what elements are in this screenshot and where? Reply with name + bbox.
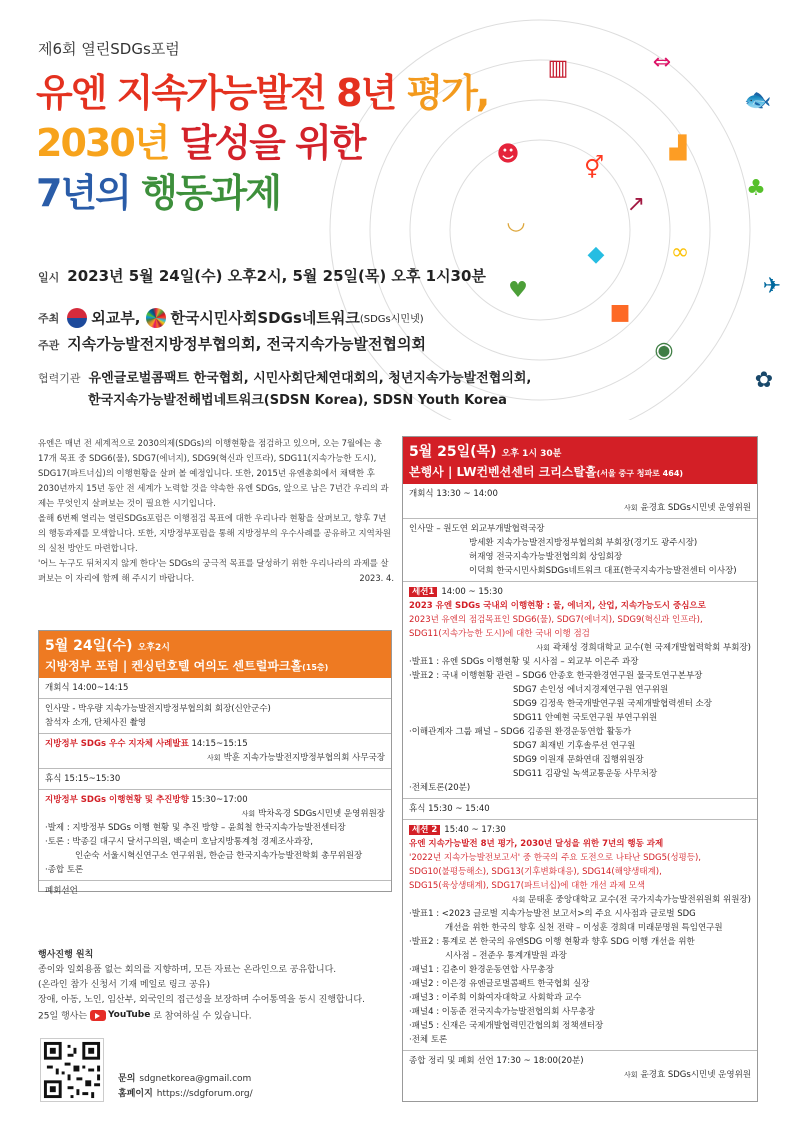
day1-s2-host-label: 사회 [241, 810, 256, 818]
day1-s2-general: ·종합 토론 [45, 865, 84, 875]
day2-s2-n1: ·패널1 : 김춘이 환경운동연합 사무총장 [409, 965, 554, 975]
title-line2a: 2 [36, 121, 61, 165]
host-org2-small: (SDGs시민넷) [359, 314, 424, 325]
day1-closing: 폐회선언 [39, 880, 391, 901]
day2-s2-sub1: '2022년 지속가능발전보고서' 중 한국의 주요 도전으로 나타난 SDG5(성평등), [409, 853, 701, 863]
notice-l4 [38, 1008, 394, 1025]
day1-greeting [39, 698, 391, 733]
notice-heading: 행사진행 원칙 [38, 950, 94, 960]
equality-arrows-icon: ⇔ [652, 49, 672, 75]
notice [38, 948, 394, 1025]
day2-host: 윤경효 SDGs시민넷 운영위원 [640, 503, 751, 513]
intro-date: 2023. 4. [359, 573, 394, 583]
day2-s1-panel-d: SDG11 김광일 녹색교통운동 사무처장 [513, 769, 658, 779]
day1-header [39, 631, 391, 678]
youtube-logo[interactable] [90, 1008, 150, 1023]
cubes-icon: ■ [609, 299, 631, 325]
day2-s1-panel-b: SDG7 최재빈 기후솔루션 연구원 [513, 741, 636, 751]
day2-s1-p1: ·발표1 : 유엔 SDGs 이행현황 및 시사점 – 외교부 이은주 과장 [409, 657, 639, 667]
day1-s2-disc2: 인순숙 서울시혁신연구소 연구위원, 한순금 한국지속가능발전학회 총무위원장 [75, 851, 363, 861]
partners [38, 368, 531, 412]
day2-s1-panel-c: SDG9 이원재 문화연대 집행위원장 [513, 755, 644, 765]
day2-s2-n3: ·패널3 : 이주희 이화여자대학교 사회학과 교수 [409, 993, 582, 1003]
day2-s1-p2b: SDG7 손인성 에너지경제연구원 연구위원 [513, 685, 669, 695]
organizer-label: 주관 [38, 339, 60, 352]
organizer [38, 333, 426, 354]
book-icon: ▥ [547, 55, 569, 81]
intro-p3: '어느 누구도 뒤처지지 않게 한다'는 SDGs의 궁극적 목표를 달성하기 위한 우리나라의 과제를 살펴보는 이 자리에 함께 해 주시기 바랍니다. [38, 558, 389, 583]
day2-s2-general: ·전체 토론 [409, 1035, 448, 1045]
title-line3a: 7년의 [36, 171, 142, 215]
host-org2: 한국시민사회SDGs네트워크 [170, 309, 360, 327]
day2-time: 오후 1시 30분 [501, 449, 562, 459]
day1-s1-time: 14:15~15:15 [191, 739, 248, 749]
day1-s2-time: 15:30~17:00 [191, 795, 248, 805]
eye-icon: ◉ [654, 337, 674, 363]
intro-text [38, 436, 394, 586]
title-line1a: 유엔 지속가능발전 8년 [36, 71, 407, 115]
bowl-icon: ◡ [506, 209, 526, 235]
host-label: 주최 [38, 311, 60, 325]
day1-greeting-text: 인사말 - 박우량 지속가능발전지방정부협의회 회장(신안군수) [45, 704, 271, 714]
day2-greet4: 이덕희 한국시민사회SDGs네트워크 대표(한국지속가능발전센터 이사장) [469, 566, 737, 576]
contact-url[interactable]: https://sdgforum.org/ [156, 1089, 253, 1099]
sdg-wheel-icon [146, 308, 166, 328]
day1-time: 오후2시 [137, 643, 170, 653]
day1-s1-host-label: 사회 [207, 754, 221, 762]
day2-s1-p2d: SDG11 안예현 국토연구원 부연구위원 [513, 713, 658, 723]
day1-s1-title: 지방정부 SDGs 우수 지자체 사례발표 [45, 739, 189, 749]
day2-venue-name: 본행사 | LW컨벤션센터 크리스탈홀 [409, 465, 597, 479]
day2-s1-sub2: SDG11(지속가능한 도시)에 대한 국내 이행 점검 [409, 629, 590, 639]
day2-venue-address: (서울 중구 청파로 464) [596, 469, 684, 478]
day2-session2 [403, 819, 757, 1050]
partnership-icon: ✿ [754, 367, 774, 393]
title-line1b: 평가, [406, 71, 489, 115]
organizer-value: 지속가능발전지방정부협의회, 전국지속가능발전협의회 [67, 335, 426, 353]
youtube-play-icon [90, 1010, 106, 1021]
korea-emblem-icon [67, 308, 87, 328]
notice-l4a: 25일 행사는 [38, 1011, 88, 1022]
notice-l1: 종이와 일회용품 없는 회의를 지향하며, 모든 자료는 온라인으로 공유합니다. [38, 965, 337, 975]
day1-venue-name: 지방정부 포럼 | 켄싱턴호텔 여의도 센트럴파크홀 [45, 659, 303, 673]
day1-s2-title: 지방정부 SDGs 이행현황 및 추진방향 [45, 795, 189, 805]
day2-s1-p2c: SDG9 김정욱 한국개발연구원 국제개발협력센터 소장 [513, 699, 712, 709]
day2-opening-time: 개회식 13:30 ~ 14:00 [409, 489, 498, 499]
day2-s1-host-label: 사회 [536, 644, 550, 652]
day1-session1 [39, 733, 391, 768]
day1-s1-host: 박훈 지속가능발전지방정부협의회 사무국장 [223, 753, 385, 763]
youtube-text: YouTube [107, 1010, 151, 1020]
day1-s2-disc1: ·토론 : 박종길 대구시 달서구의원, 백순미 호남지방통계청 경제조사과장, [45, 837, 314, 847]
day2-s1-sub1: 2023년 유엔의 점검목표인 SDG6(물), SDG7(에너지), SDG9(혁신과 인프라), [409, 615, 703, 625]
day1-opening: 개회식 14:00~14:15 [45, 683, 129, 693]
day2-break: 휴식 15:30 ~ 15:40 [403, 798, 757, 819]
day1-date: 5월 24일(수) [45, 638, 133, 654]
contact-email[interactable]: sdgnetkorea@gmail.com [139, 1074, 252, 1084]
day2-host-label: 사회 [623, 504, 638, 512]
intro-p2: 올해 6번째 열리는 열린SDGs포럼은 이행점검 목표에 대한 우리나라 현황을 살펴보고, 향후 7년의 행동과제를 모색합니다. 또한, 지방정부포럼을 통해 지방정부의 우수사례를 공유하고 지역차원의 실천 방안도 마련합니다. [38, 513, 391, 553]
host-org1: 외교부, [91, 309, 141, 327]
gender-icon: ⚥ [584, 155, 604, 181]
day2-s1-panel: ·이해관계자 그룹 패널 – SDG6 김종원 환경운동연합 활동가 [409, 727, 632, 737]
day2-program [402, 436, 758, 1102]
day2-greet1: 인사말 – 원도연 외교부개발협력국장 [409, 524, 545, 534]
day2-s2-badge: 세션 2 [409, 825, 440, 835]
forum-edition: 제6회 열린SDGs포럼 [38, 40, 180, 58]
qr-code-icon[interactable] [40, 1038, 104, 1102]
event-date [38, 265, 486, 286]
day2-header [403, 437, 757, 484]
fish-icon: 🐟 [744, 87, 772, 113]
infinity-icon: ∞ [670, 239, 690, 265]
day2-closing-host: 윤경효 SDGs시민넷 운영위원 [640, 1070, 751, 1080]
date-value: 2023년 5월 24일(수) 오후2시, 5월 25일(목) 오후 1시30분 [67, 267, 486, 285]
day2-s2-n5: ·패널5 : 신재은 국제개발협력민간협의회 정책센터장 [409, 1021, 604, 1031]
day2-s1-general: ·전체토론(20분) [409, 783, 471, 793]
page-title [36, 68, 536, 218]
day2-session1 [403, 581, 757, 798]
tree-icon: ♣ [746, 175, 766, 201]
water-drop-icon: ◆ [587, 241, 605, 267]
day2-s2-n2: ·패널2 : 이은경 유엔글로벌콤팩트 한국협회 실장 [409, 979, 590, 989]
day1-program [38, 630, 392, 896]
title-line2b: 030년 [60, 121, 180, 165]
city-icon: ▟ [669, 135, 687, 161]
partners-line2: 한국지속가능발전해법네트워크(SDSN Korea), SDSN Youth Korea [88, 393, 507, 408]
day2-closing [403, 1050, 757, 1085]
day2-s2-p2a: ·발표2 : 통계로 본 한국의 유엔SDG 이행 현황과 향후 SDG 이행 개선을 위한 [409, 937, 695, 947]
host [38, 307, 424, 328]
day1-venue [45, 657, 385, 674]
heartbeat-icon: ♥ [508, 277, 528, 303]
contact-inquiry-label: 문의 [118, 1074, 136, 1084]
dove-icon: ✈ [762, 273, 782, 299]
day2-opening [403, 484, 757, 518]
day1-session2 [39, 789, 391, 880]
day2-venue [409, 463, 751, 480]
day2-s1-host: 곽채성 경희대학교 교수(현 국제개발협력학회 부회장) [552, 643, 751, 653]
day2-closing-host-label: 사회 [623, 1071, 638, 1079]
day2-s2-host-label: 사회 [511, 896, 526, 904]
day2-s1-badge: 세션1 [409, 587, 437, 597]
day2-s2-title: 유엔 지속가능발전 8년 평가, 2030년 달성을 위한 7년의 행동 과제 [409, 839, 664, 849]
day2-greet2: 방세환 지속가능발전지방정부협의회 부회장(경기도 광주시장) [469, 538, 698, 548]
notice-l3: 장애, 아동, 노인, 임산부, 외국인의 접근성을 보장하며 수어통역을 동시 진행합니다. [38, 995, 365, 1005]
title-line3b: 행동과제 [141, 171, 280, 215]
day2-closing-text: 종합 정리 및 폐회 선언 17:30 ~ 18:00(20분) [409, 1056, 584, 1066]
day2-date: 5월 25일(목) [409, 444, 497, 460]
contact-homepage-label: 홈페이지 [118, 1089, 153, 1099]
people-icon: ☻ [496, 141, 520, 167]
day2-s1-p2: ·발표2 : 국내 이행현황 관련 – SDG6 안종호 한국환경연구원 물국토연구본부장 [409, 671, 703, 681]
day2-s2-time: 15:40 ~ 17:30 [444, 825, 506, 835]
day2-s1-time: 14:00 ~ 15:30 [441, 587, 503, 597]
contact [118, 1072, 253, 1102]
growth-icon: ↗ [626, 191, 646, 217]
notice-l2: (온라인 참가 신청서 기재 메일로 링크 공유) [38, 980, 210, 990]
day2-s1-title: 2023 유엔 SDGs 국내외 이행현황 : 물, 에너지, 산업, 지속가능도시 중심으로 [409, 601, 706, 611]
date-label: 일시 [38, 271, 60, 284]
day2-s2-p1b: 개선을 위한 한국의 향후 실천 전략 – 이성훈 경희대 미래문명원 특임연구원 [445, 923, 723, 933]
day1-photo: 참석자 소개, 단체사진 촬영 [45, 718, 147, 728]
partners-label: 협력기관 [38, 372, 81, 385]
day1-venue-floor: (15층) [302, 663, 329, 672]
day1-break: 휴식 15:15~15:30 [39, 768, 391, 789]
day2-greetings [403, 518, 757, 581]
day2-greet3: 허재영 전국지속가능발전협의회 상임회장 [469, 552, 623, 562]
partners-line1: 유엔글로벌콤팩트 한국협회, 시민사회단체연대회의, 청년지속가능발전협의회, [88, 371, 532, 386]
day2-s2-p1a: ·발표1 : <2023 글로벌 지속가능발전 보고서>의 주요 시사점과 글로벌 SDG [409, 909, 696, 919]
day1-s2-present: ·발제 : 지방정부 SDGs 이행 현황 및 추진 방향 – 윤희철 한국지속가능발전센터장 [45, 823, 346, 833]
day2-s2-sub2: SDG10(불평등해소), SDG13(기후변화대응), SDG14(해양생태계), [409, 867, 662, 877]
day1-s2-host: 박차옥경 SDGs시민넷 운영위원장 [258, 809, 385, 819]
notice-l4b: 로 참여하실 수 있습니다. [153, 1011, 252, 1022]
title-line2c: 달성을 위한 [179, 121, 365, 165]
day2-s2-host: 문태훈 중앙대학교 교수(전 국가지속가능발전위원회 위원장) [528, 895, 751, 905]
day2-s2-sub3: SDG15(육상생태계), SDG17(파트너십)에 대한 개선 과제 모색 [409, 881, 645, 891]
intro-p1: 유엔은 매년 전 세계적으로 2030의제(SDGs)의 이행현황을 점검하고 있으며, 오는 7월에는 총 17개 목표 중 SDG6(물), SDG7(에너지), SDG9(혁신과 인프라), SDG11(지속가능한 도시), SDG17(파트너십)의 이행현황을 살펴 볼 예정입니다. 또한, 2015년 유엔총회에서 채택한 후 2030년까지 15년 동안 전 세계가 노력할 것을 약속한 유엔 SDGs, 앞으로 남은 7년간 우리의 과제는 무엇인지 살펴보는 것이 필요한 시기입니다. [38, 438, 389, 508]
day2-s2-p2b: 시사점 – 전준우 통계개발원 과장 [445, 951, 567, 961]
day2-s2-n4: ·패널4 : 이동준 전국지속가능발전협의회 사무총장 [409, 1007, 596, 1017]
